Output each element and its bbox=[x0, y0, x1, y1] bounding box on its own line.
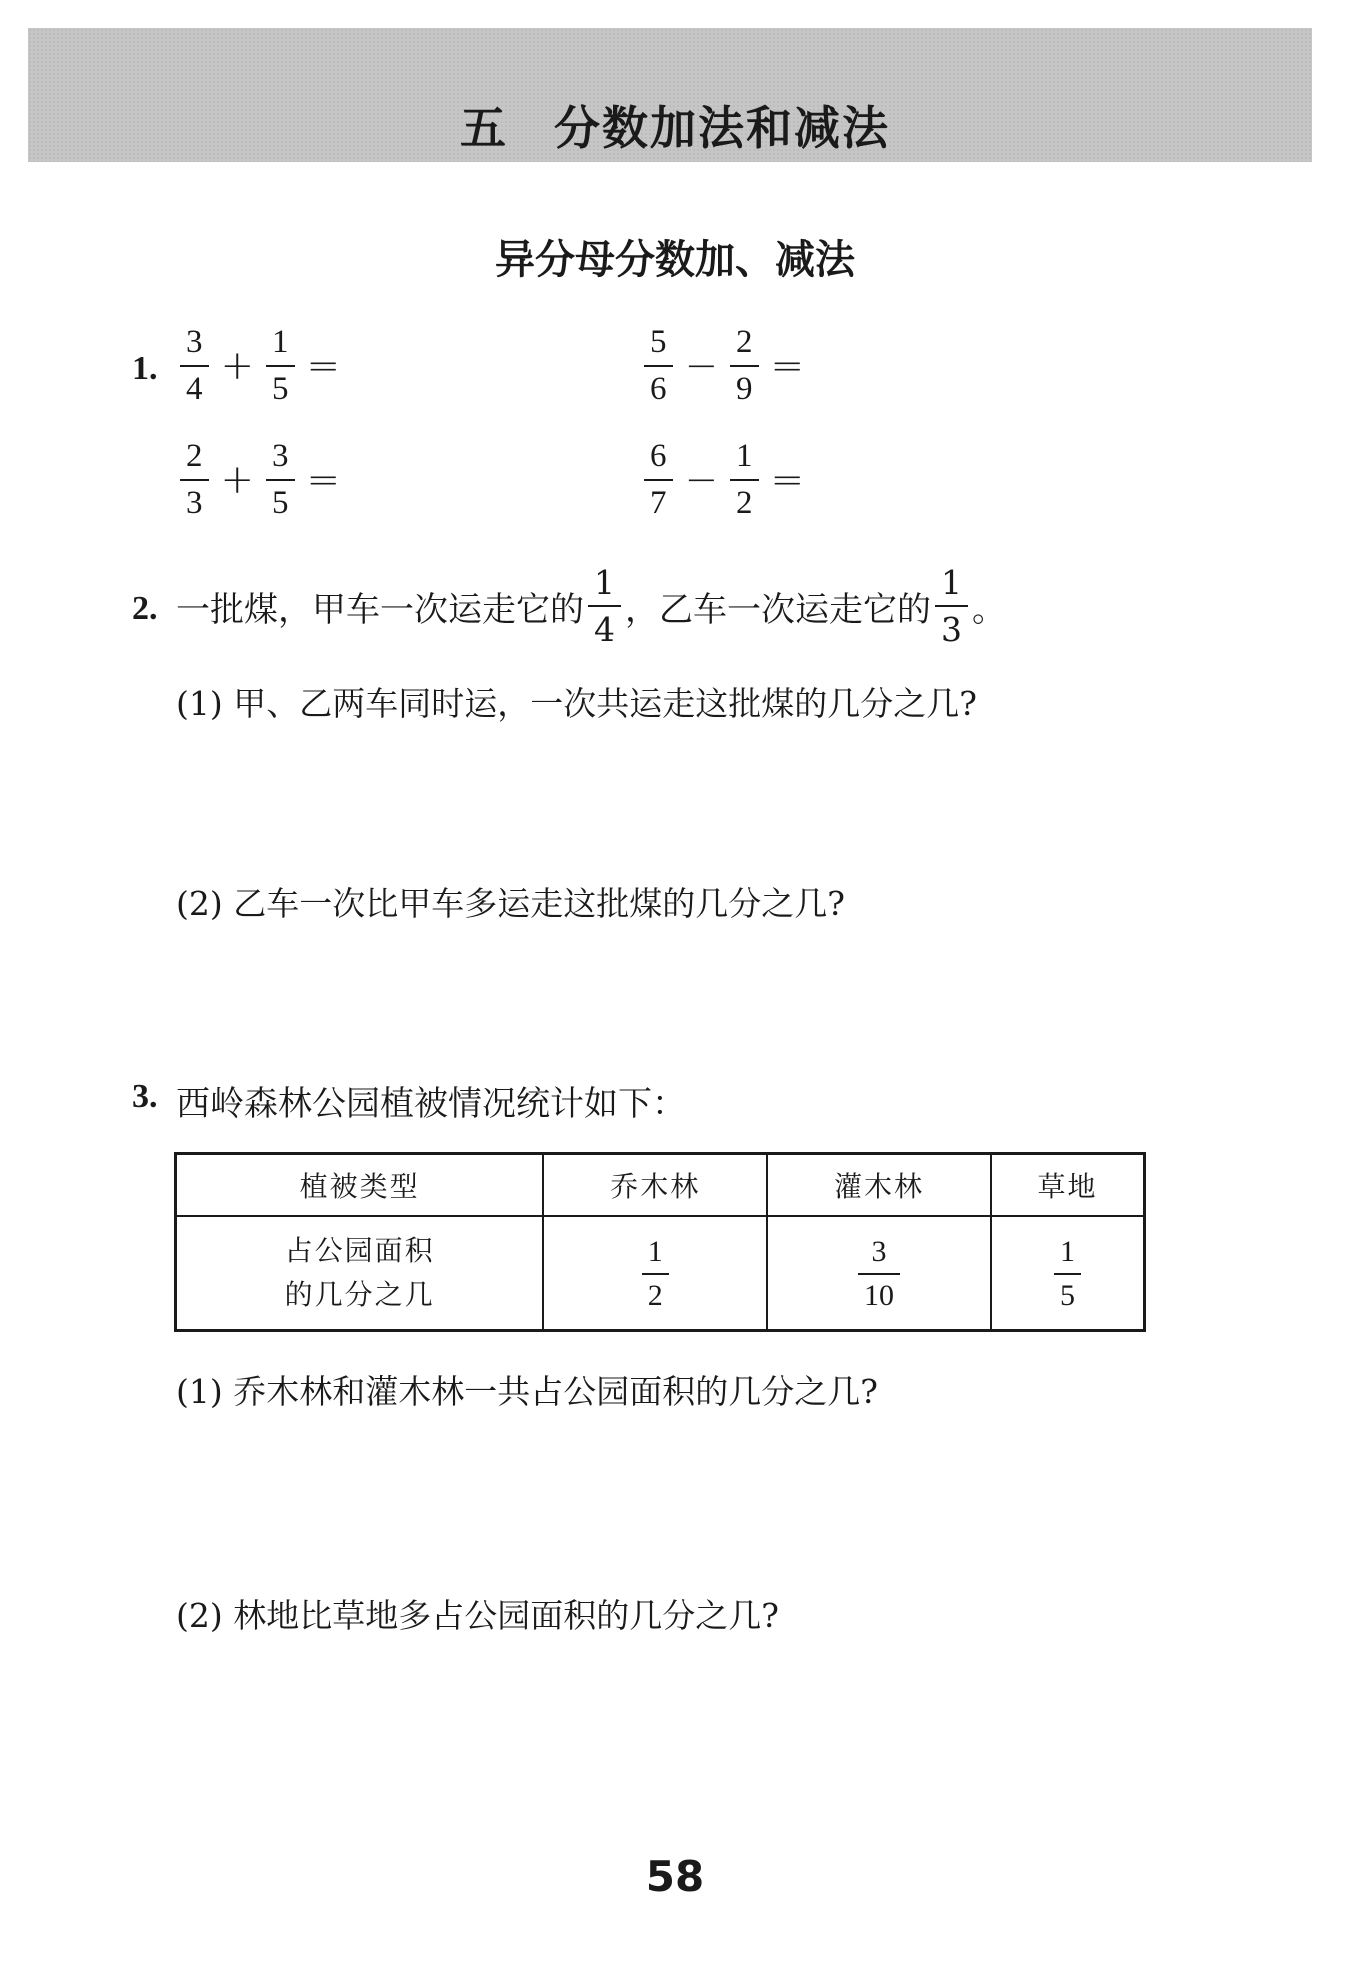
fraction: $\frac{1}{2}$ bbox=[730, 440, 759, 520]
chapter-title bbox=[0, 92, 1350, 158]
table-cell bbox=[767, 1216, 991, 1331]
q3-number: 3. bbox=[132, 1078, 158, 1115]
q2-number: 2. bbox=[132, 590, 158, 627]
operator: + bbox=[220, 343, 255, 389]
operator: + bbox=[220, 457, 255, 503]
table-cell bbox=[991, 1216, 1145, 1331]
fraction: $\frac{2}{9}$ bbox=[730, 326, 759, 406]
q1-problem-1 bbox=[176, 326, 348, 406]
table-header-row bbox=[176, 1154, 1145, 1217]
q1-problem-2 bbox=[640, 326, 812, 406]
q1-problem-3 bbox=[176, 440, 348, 520]
page-number: 58 bbox=[645, 1852, 705, 1901]
q1-problem-4 bbox=[640, 440, 812, 520]
fraction: $\frac{3}{4}$ bbox=[180, 326, 209, 406]
table-header-cell: 乔木林 bbox=[543, 1154, 767, 1217]
equals-sign: = bbox=[306, 457, 341, 503]
table-cell bbox=[543, 1216, 767, 1331]
fraction: $\frac{1}{5}$ bbox=[266, 326, 295, 406]
table-row bbox=[176, 1216, 1145, 1331]
equals-sign: = bbox=[306, 343, 341, 389]
operator: − bbox=[684, 457, 719, 503]
fraction: $\frac{1}{4}$ bbox=[588, 566, 621, 646]
fraction: $\frac{6}{7}$ bbox=[644, 440, 673, 520]
fraction: $\frac{1}{2}$ bbox=[642, 1237, 669, 1311]
table-header-cell: 草地 bbox=[991, 1154, 1145, 1217]
operator: − bbox=[684, 343, 719, 389]
fraction: $\frac{2}{3}$ bbox=[180, 440, 209, 520]
fraction: $\frac{5}{6}$ bbox=[644, 326, 673, 406]
q2-text: 一批煤，甲车一次运走它的 $\frac{1}{4}$ ，乙车一次运走它的 $\frac{1}{3}$ 。 bbox=[176, 563, 1006, 649]
table-header-cell: 植被类型 bbox=[176, 1154, 544, 1217]
chapter-name: 分数加法和减法 bbox=[554, 101, 890, 155]
vegetation-table bbox=[174, 1152, 1146, 1332]
q2-sub-question-2: (2) 乙车一次比甲车多运走这批煤的几分之几? bbox=[176, 884, 845, 923]
q3-sub-question-1: (1) 乔木林和灌木林一共占公园面积的几分之几? bbox=[176, 1372, 878, 1411]
fraction: $\frac{3}{10}$ bbox=[858, 1237, 900, 1311]
fraction: $\frac{1}{3}$ bbox=[935, 566, 968, 646]
q2-sub-question-1: (1) 甲、乙两车同时运，一次共运走这批煤的几分之几? bbox=[176, 684, 977, 723]
section-title: 异分母分数加、减法 bbox=[495, 237, 855, 283]
table-row-label: 占公园面积 的几分之几 bbox=[176, 1216, 544, 1331]
fraction: $\frac{3}{5}$ bbox=[266, 440, 295, 520]
q3-text: 西岭森林公园植被情况统计如下： bbox=[176, 1084, 686, 1124]
equals-sign: = bbox=[770, 343, 805, 389]
equals-sign: = bbox=[770, 457, 805, 503]
fraction: $\frac{1}{5}$ bbox=[1054, 1237, 1081, 1311]
q3-sub-question-2: (2) 林地比草地多占公园面积的几分之几? bbox=[176, 1596, 779, 1635]
q1-number: 1. bbox=[132, 350, 158, 387]
table-header-cell: 灌木林 bbox=[767, 1154, 991, 1217]
chapter-number: 五 bbox=[460, 101, 508, 155]
